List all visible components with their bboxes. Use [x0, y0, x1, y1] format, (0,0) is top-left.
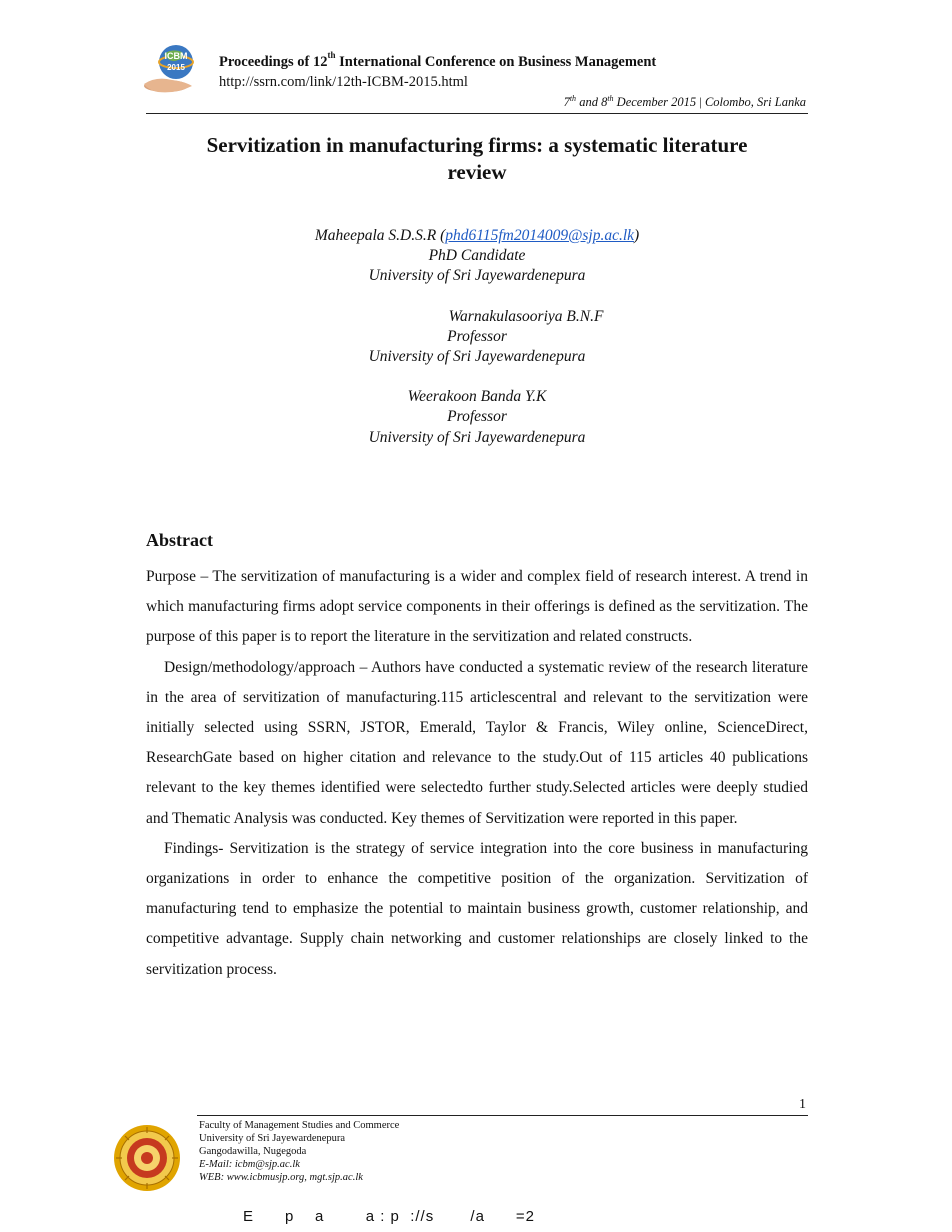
author-1-role: PhD Candidate [428, 247, 526, 265]
footer-location: Gangodawilla, Nugegoda [199, 1146, 307, 1157]
conference-date-location: 7th and 8th December 2015 | Colombo, Sri Lanka [563, 93, 806, 109]
abstract-heading: Abstract [146, 530, 213, 550]
author-2-role: Professor [447, 327, 507, 345]
header-divider [146, 113, 808, 114]
abstract-body [146, 562, 808, 985]
footer-university: University of Sri Jayewardenepura [199, 1133, 346, 1144]
abstract-purpose-paragraph: Purpose – The servitization of manufacturing is a wider and complex field of research interest. A trend in which manufacturing firms adopt service components in their offerings is defined as the servitization. The purpose of this paper is to report the literature in the servitization and related constructs. [146, 568, 808, 646]
author-block [146, 226, 808, 448]
garbled-footer-text: E p a a : p ://s /a =2 [243, 1208, 536, 1225]
footer-address [199, 1119, 399, 1184]
proceedings-title: Proceedings of 12th International Conference on Business Management [219, 50, 657, 70]
author-1-affiliation: University of Sri Jayewardenepura [368, 267, 586, 285]
footer-divider [197, 1115, 808, 1116]
author-3-name: Weerakoon Banda Y.K [407, 388, 547, 406]
abstract-findings-paragraph: Findings- Servitization is the strategy of service integration into the core business in manufacturing organizations in order to enhance the competitive position of the organization. Servitization of manufacturing tend to emphasize the potential to maintain business growth, customer relationship, and competitive advantage. Supply chain networking and customer relationships are closely linked to the servitization process. [146, 839, 808, 978]
svg-text:2015: 2015 [167, 63, 185, 72]
author-2-name: Warnakulasooriya B.N.F [448, 307, 604, 325]
author-1-email-link[interactable]: phd6115fm2014009@sjp.ac.lk [445, 227, 635, 244]
svg-text:ICBM: ICBM [164, 51, 188, 61]
author-3-affiliation: University of Sri Jayewardenepura [368, 428, 586, 446]
footer-email[interactable]: E-Mail: icbm@sjp.ac.lk [199, 1159, 300, 1170]
abstract-methodology-paragraph: Design/methodology/approach – Authors have conducted a systematic review of the research literature in the area of servitization of manufacturing.115 articlescentral and relevant to the servitization were initially selected using SSRN, JSTOR, Emerald, Taylor & Francis, Wiley online, ScienceDirect, ResearchGate based on higher citation and relevance to the study.Out of 115 articles 40 publications relevant to the key themes identified were selectedto further study.Selected articles were deeply studied and Thematic Analysis was conducted. Key themes of Servitization were reported in this paper. [146, 658, 808, 827]
footer-web[interactable]: WEB: www.icbmusjp.org, mgt.sjp.ac.lk [199, 1172, 363, 1183]
author-3-role: Professor [447, 408, 507, 426]
footer-faculty: Faculty of Management Studies and Commerce [199, 1120, 400, 1131]
university-seal-icon [113, 1124, 181, 1192]
proceedings-url[interactable]: http://ssrn.com/link/12th-ICBM-2015.html [219, 74, 468, 90]
paper-title: Servitization in manufacturing firms: a systematic literature review [206, 133, 748, 184]
author-1-name-line: Maheepala S.D.S.R (phd6115fm2014009@sjp.ac.lk) [314, 227, 640, 244]
page-number: 1 [799, 1097, 806, 1112]
author-2-affiliation: University of Sri Jayewardenepura [368, 348, 586, 366]
icbm-2015-logo [142, 42, 214, 96]
